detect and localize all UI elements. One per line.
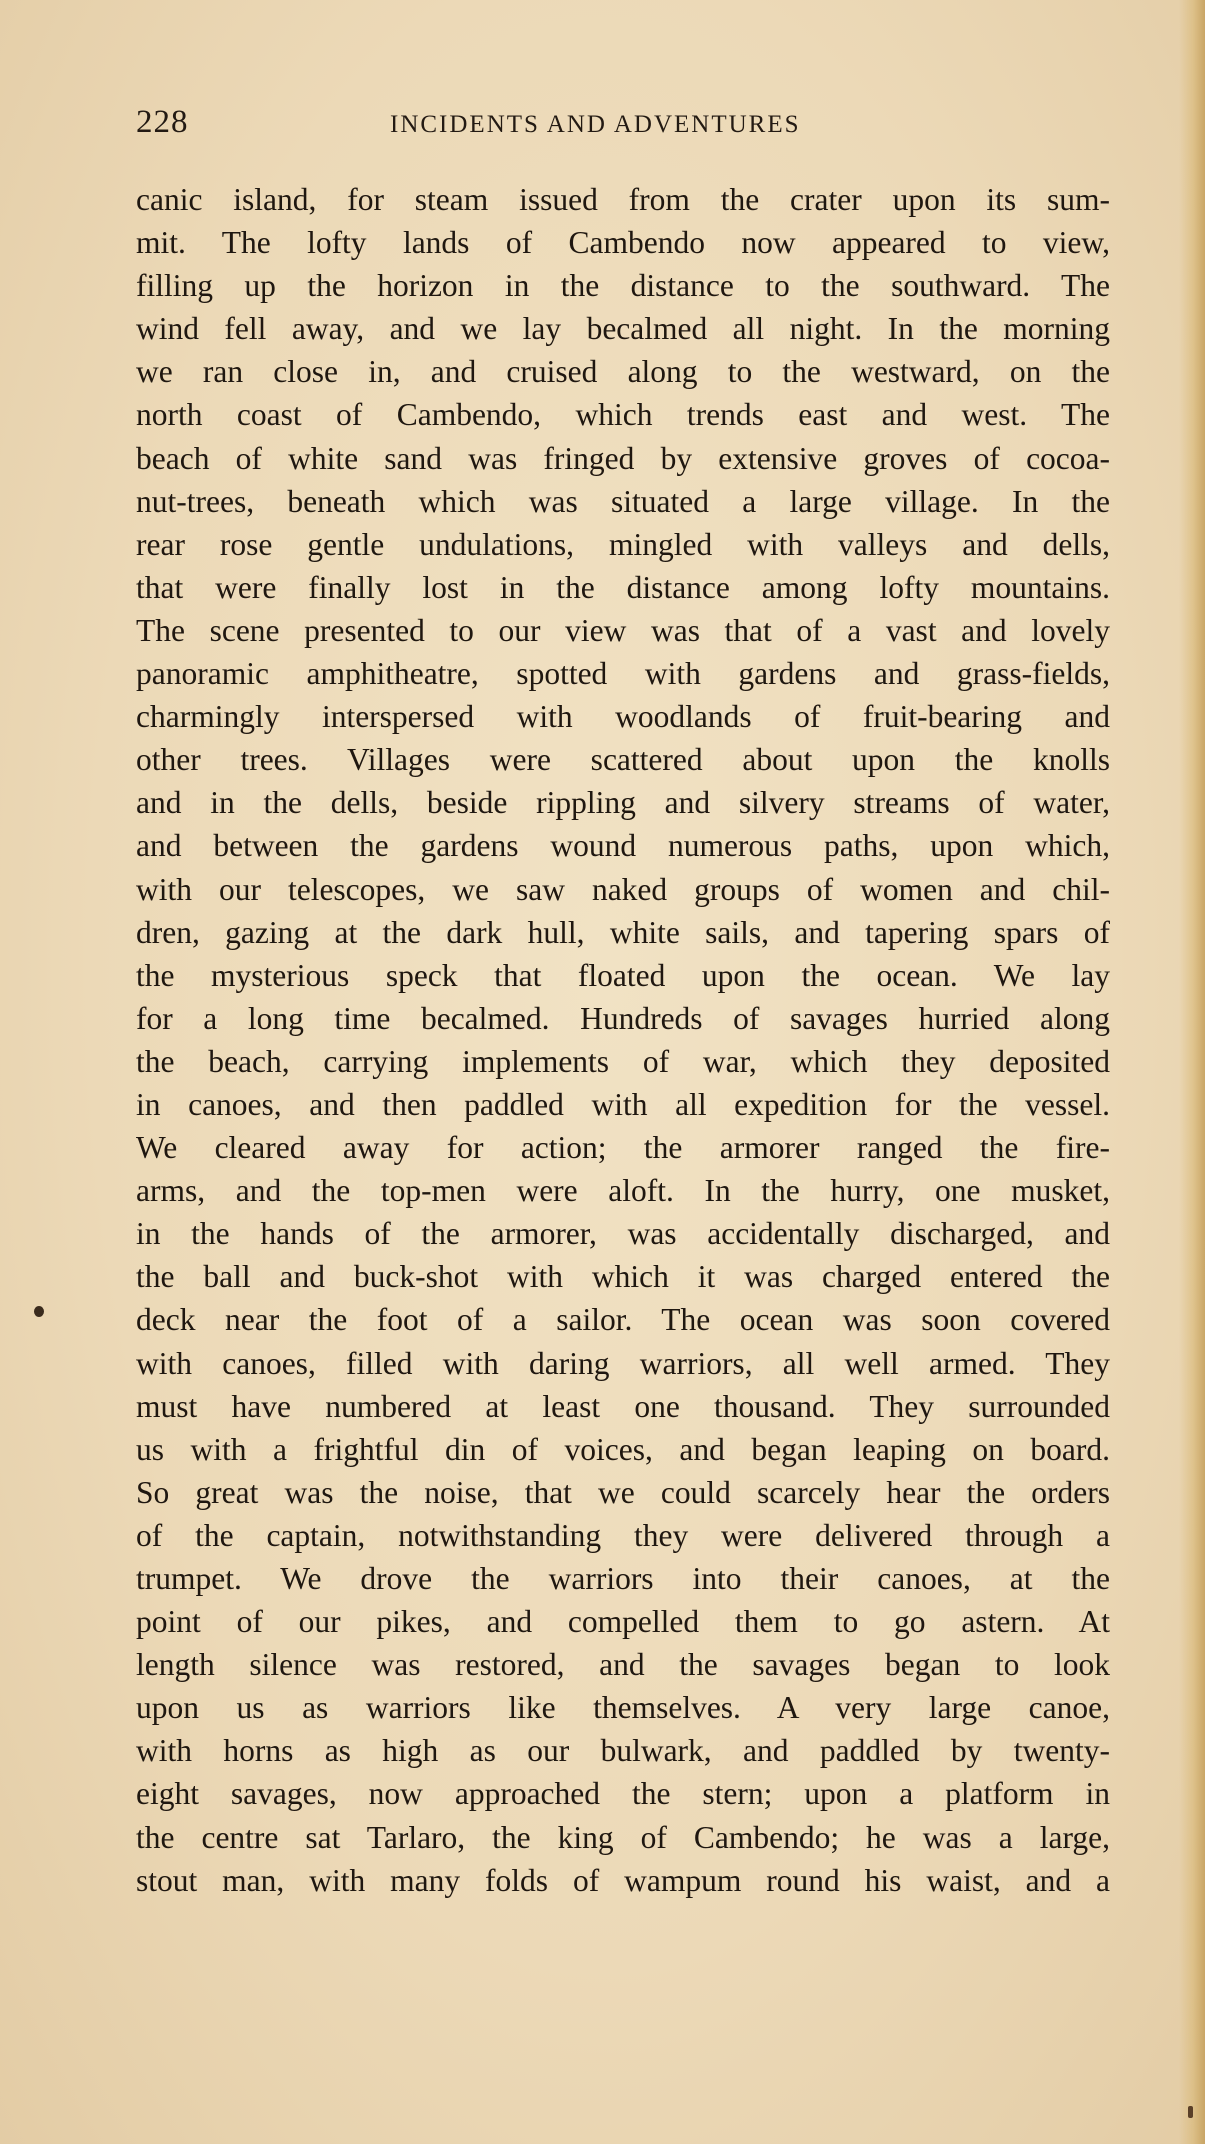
text-line: panoramic amphitheatre, spotted with gardens and grass-fields, (136, 656, 1110, 692)
text-line: arms, and the top-men were aloft. In the hurry, one musket, (136, 1173, 1110, 1209)
ink-speck (1188, 2106, 1193, 2118)
text-line: nut-trees, beneath which was situated a large village. In the (136, 483, 1110, 519)
text-line: must have numbered at least one thousand. They surrounded (136, 1388, 1110, 1424)
text-line: with horns as high as our bulwark, and paddled by twenty- (136, 1733, 1110, 1769)
text-line: the beach, carrying implements of war, which they deposited (136, 1043, 1110, 1079)
body-text (136, 178, 1110, 1902)
text-line: length silence was restored, and the savages began to look (136, 1647, 1110, 1683)
page-edge-shadow (1179, 0, 1205, 2144)
text-line: that were finally lost in the distance among lofty mountains. (136, 569, 1110, 605)
text-line: and in the dells, beside rippling and silvery streams of water, (136, 785, 1110, 821)
text-line: of the captain, notwithstanding they were delivered through a (136, 1517, 1110, 1553)
page-number: 228 (136, 104, 189, 140)
text-line: stout man, with many folds of wampum round his waist, and a (136, 1862, 1110, 1898)
text-line: upon us as warriors like themselves. A very large canoe, (136, 1690, 1110, 1726)
text-line: we ran close in, and cruised along to the westward, on the (136, 354, 1110, 390)
text-line: the ball and buck-shot with which it was charged entered the (136, 1259, 1110, 1295)
text-line: in canoes, and then paddled with all expedition for the vessel. (136, 1086, 1110, 1122)
text-line: filling up the horizon in the distance to the southward. The (136, 268, 1110, 304)
text-line: and between the gardens wound numerous paths, upon which, (136, 828, 1110, 864)
text-line: in the hands of the armorer, was accidentally discharged, and (136, 1216, 1110, 1252)
text-line: The scene presented to our view was that of a vast and lovely (136, 612, 1110, 648)
text-line: beach of white sand was fringed by extensive groves of cocoa- (136, 440, 1110, 476)
text-line: with our telescopes, we saw naked groups of women and chil- (136, 871, 1110, 907)
text-line: We cleared away for action; the armorer ranged the fire- (136, 1130, 1110, 1166)
text-line: charmingly interspersed with woodlands of fruit-bearing and (136, 699, 1110, 735)
text-line: mit. The lofty lands of Cambendo now appeared to view, (136, 225, 1110, 261)
ink-speck (34, 1306, 44, 1317)
text-line: trumpet. We drove the warriors into their canoes, at the (136, 1561, 1110, 1596)
text-line: with canoes, filled with daring warriors, all well armed. They (136, 1345, 1110, 1381)
text-line: for a long time becalmed. Hundreds of savages hurried along (136, 1000, 1110, 1036)
text-line: us with a frightful din of voices, and began leaping on board. (136, 1431, 1110, 1467)
text-line: eight savages, now approached the stern; upon a platform in (136, 1776, 1110, 1812)
text-line: So great was the noise, that we could scarcely hear the orders (136, 1474, 1110, 1510)
text-line: other trees. Villages were scattered about upon the knolls (136, 742, 1110, 778)
text-line: point of our pikes, and compelled them to go astern. At (136, 1604, 1110, 1640)
text-line: dren, gazing at the dark hull, white sails, and tapering spars of (136, 914, 1110, 950)
text-line: deck near the foot of a sailor. The ocean was soon covered (136, 1302, 1110, 1338)
text-line: rear rose gentle undulations, mingled with valleys and dells, (136, 526, 1110, 562)
text-line: north coast of Cambendo, which trends east and west. The (136, 397, 1110, 433)
text-line: the centre sat Tarlaro, the king of Cambendo; he was a large, (136, 1819, 1110, 1855)
running-head: INCIDENTS AND ADVENTURES (390, 111, 801, 138)
page-header (136, 104, 876, 144)
text-line: wind fell away, and we lay becalmed all night. In the morning (136, 311, 1110, 347)
text-line: the mysterious speck that floated upon the ocean. We lay (136, 957, 1110, 993)
text-line: canic island, for steam issued from the crater upon its sum- (136, 182, 1110, 217)
